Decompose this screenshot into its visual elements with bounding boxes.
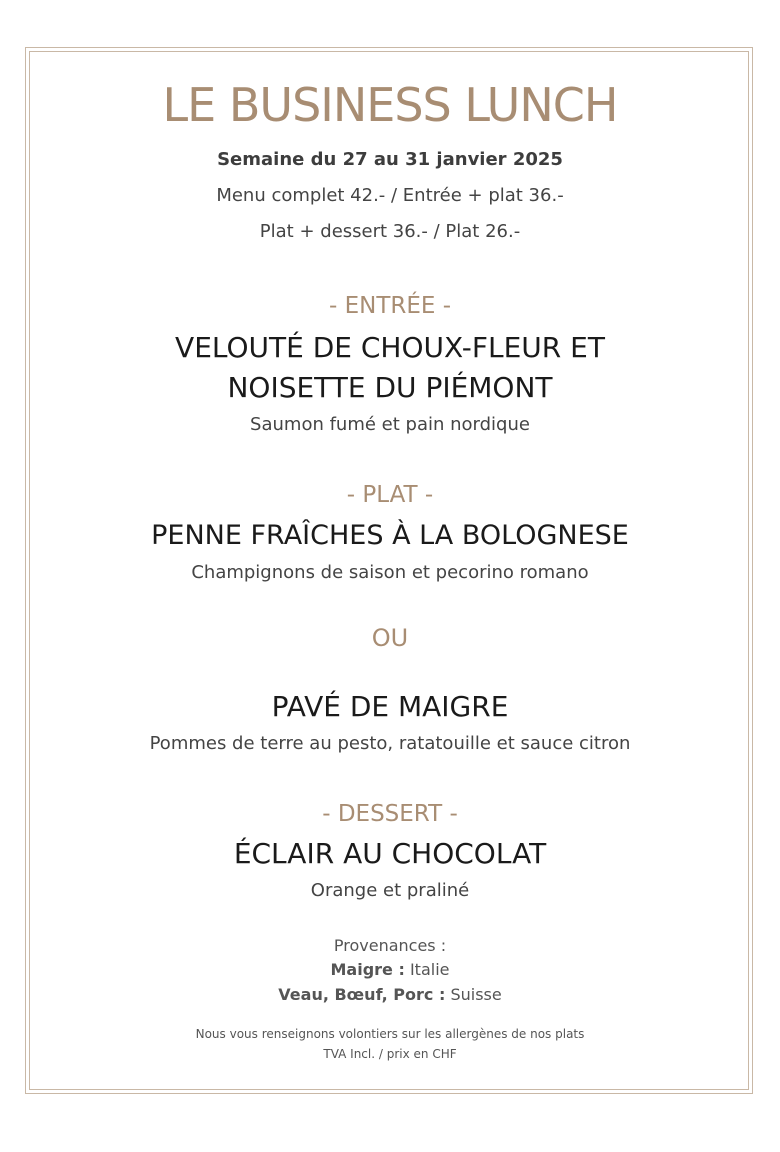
- provenance-item: [0, 960, 780, 979]
- dessert-description: Orange et praliné: [310, 880, 470, 901]
- entree-dish-line-2: NOISETTE DU PIÉMONT: [227, 371, 553, 404]
- week-dates: Semaine du 27 au 31 janvier 2025: [217, 149, 563, 170]
- provenance-origin: Suisse: [445, 985, 502, 1004]
- entree-label: - ENTRÉE -: [328, 293, 452, 319]
- dessert-label: - DESSERT -: [322, 801, 458, 827]
- plat-dish-1: PENNE FRAÎCHES À LA BOLOGNESE: [151, 520, 629, 551]
- prices-line-1: Menu complet 42.- / Entrée + plat 36.-: [216, 185, 564, 206]
- plat-dish-2: PAVÉ DE MAIGRE: [271, 690, 509, 723]
- menu-title: LE BUSINESS LUNCH: [162, 78, 618, 132]
- entree-description: Saumon fumé et pain nordique: [250, 414, 530, 435]
- provenances-heading: Provenances :: [333, 936, 447, 955]
- prices-line-2: Plat + dessert 36.- / Plat 26.-: [259, 221, 521, 242]
- plat-description-2: Pommes de terre au pesto, ratatouille et sauce citron: [149, 733, 631, 754]
- or-label: OU: [371, 624, 409, 652]
- tva-note: TVA Incl. / prix en CHF: [323, 1047, 457, 1061]
- plat-label: - PLAT -: [346, 482, 434, 508]
- provenance-product: Maigre :: [330, 960, 405, 979]
- provenance-origin: Italie: [404, 960, 450, 979]
- provenance-item: [0, 985, 780, 1004]
- dessert-dish: ÉCLAIR AU CHOCOLAT: [233, 837, 547, 870]
- entree-dish-line-1: VELOUTÉ DE CHOUX-FLEUR ET: [175, 331, 605, 364]
- plat-description-1: Champignons de saison et pecorino romano: [191, 562, 589, 583]
- allergens-note: Nous vous renseignons volontiers sur les allergènes de nos plats: [195, 1027, 585, 1041]
- provenance-product: Veau, Bœuf, Porc :: [278, 985, 446, 1004]
